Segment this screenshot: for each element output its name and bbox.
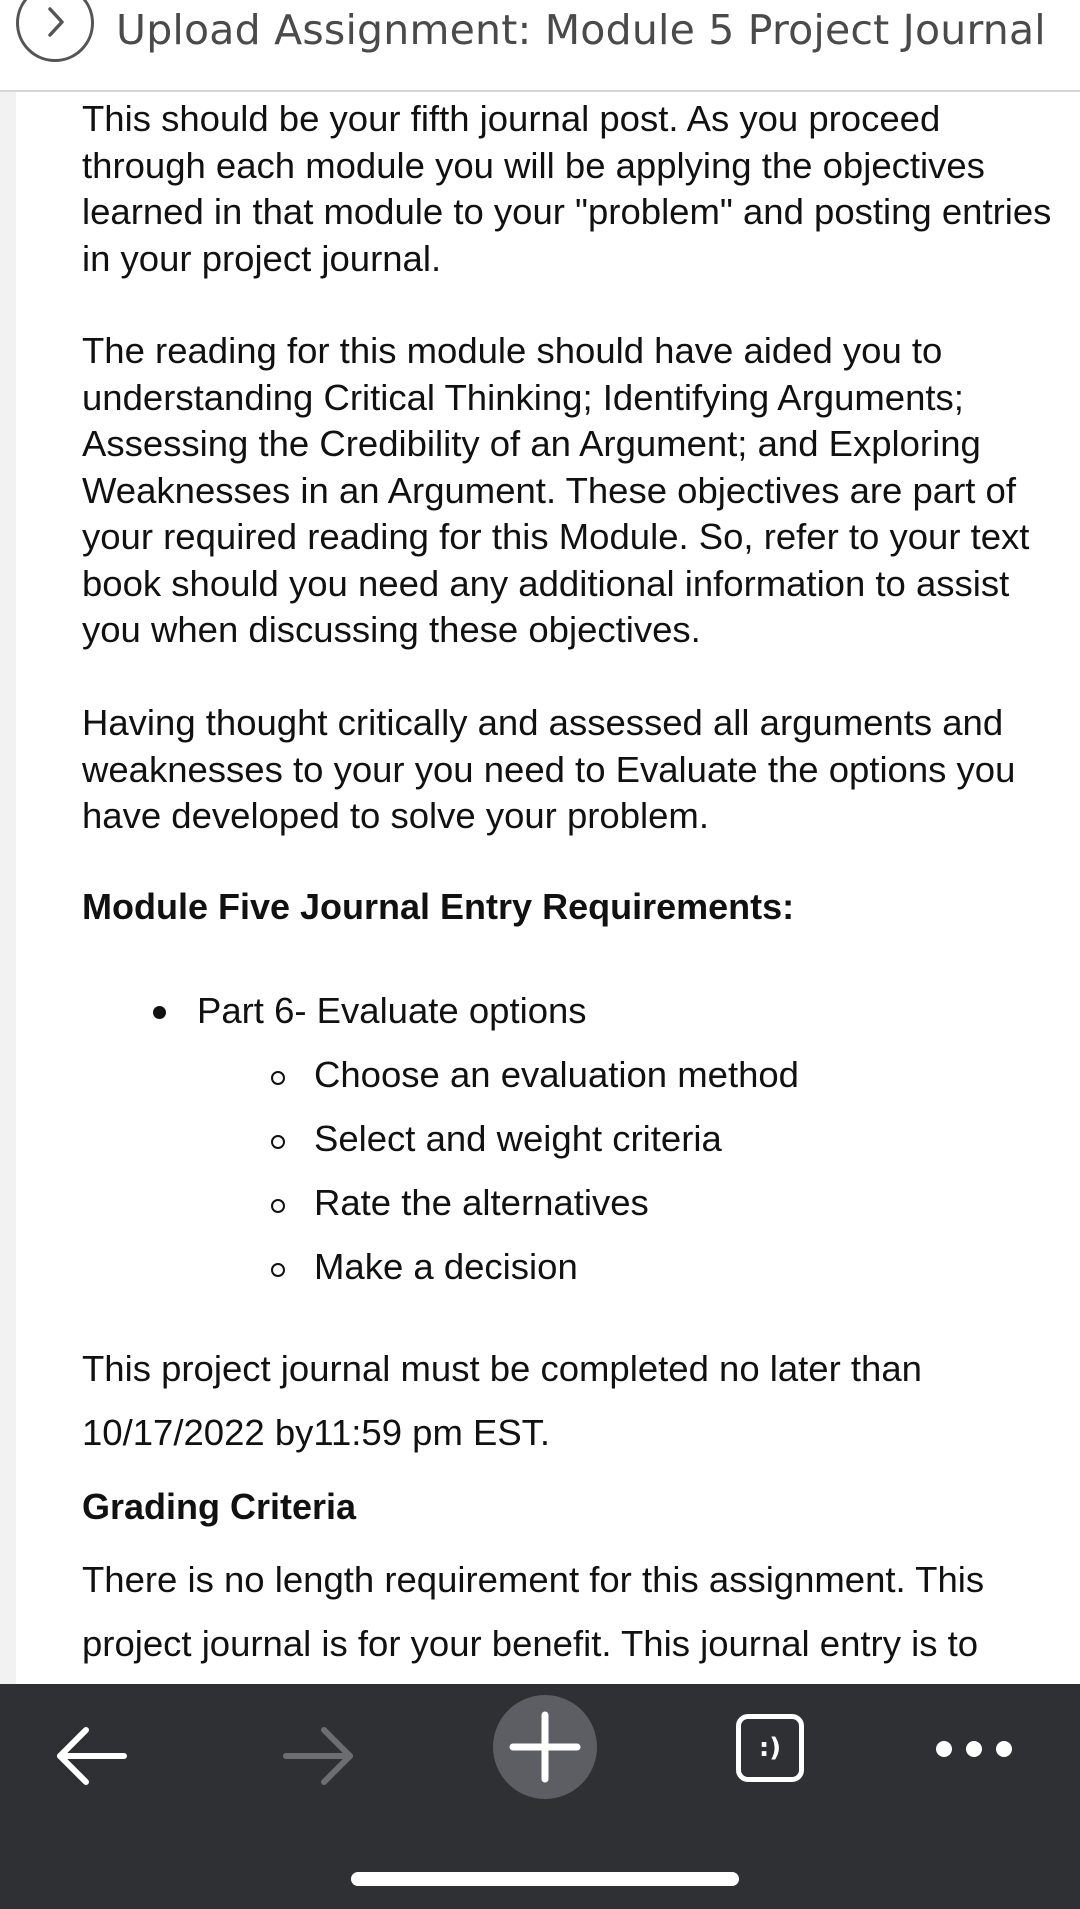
more-button[interactable]	[934, 1734, 1014, 1764]
tabs-button[interactable]	[736, 1714, 804, 1782]
deadline-text: This project journal must be completed no later than 10/17/2022 by11:59 pm EST.	[82, 1348, 922, 1453]
requirements-heading: Module Five Journal Entry Requirements:	[82, 886, 795, 927]
list-item: Part 6- Evaluate options	[197, 990, 587, 1031]
bullet-circle-icon	[271, 1071, 285, 1085]
bullet-icon	[153, 1006, 166, 1019]
expand-button[interactable]	[16, 0, 94, 62]
back-button[interactable]	[52, 1716, 132, 1796]
evaluate-paragraph: Having thought critically and assessed all arguments and weaknesses to your you need to Evaluate the options you have developed to solve your problem.	[82, 702, 1016, 836]
grading-heading: Grading Criteria	[82, 1486, 357, 1527]
plus-icon	[493, 1695, 597, 1799]
list-item: Make a decision	[314, 1246, 578, 1287]
header-bar	[0, 0, 1080, 92]
forward-button[interactable]	[278, 1716, 358, 1796]
list-item: Select and weight criteria	[314, 1118, 722, 1159]
page-title: Upload Assignment: Module 5 Project Journal	[116, 6, 1046, 54]
tabs-icon: :)	[758, 1733, 782, 1763]
back-arrow-icon	[52, 1716, 132, 1796]
chevron-right-icon	[39, 5, 73, 39]
new-tab-button[interactable]	[493, 1695, 597, 1799]
list-item: Choose an evaluation method	[314, 1054, 799, 1095]
left-gutter	[0, 92, 16, 1684]
bullet-circle-icon	[271, 1263, 285, 1277]
bullet-circle-icon	[271, 1199, 285, 1213]
bullet-circle-icon	[271, 1135, 285, 1149]
grading-text-clip	[82, 1552, 1052, 1684]
intro-paragraph: This should be your fifth journal post. As you proceed through each module you will be applying the objectives learned in that module to your "problem" and posting entries in your project journal.	[82, 98, 1052, 279]
grading-text: There is no length requirement for this assignment. This project journal is for your benefit. This journal entry is to	[82, 1559, 985, 1664]
reading-paragraph: The reading for this module should have aided you to understanding Critical Thinking; Identifying Arguments; Assessing the Credibility of an Argument; and Exploring Weaknesses in an Argument. These objectives are part of your required reading for this Module. So, refer to your text book should you need any additional information to assist you when discussing these objectives.	[82, 330, 1030, 650]
home-indicator	[351, 1872, 739, 1886]
list-item: Rate the alternatives	[314, 1182, 649, 1223]
more-icon	[934, 1734, 1014, 1764]
forward-arrow-icon	[278, 1716, 358, 1796]
